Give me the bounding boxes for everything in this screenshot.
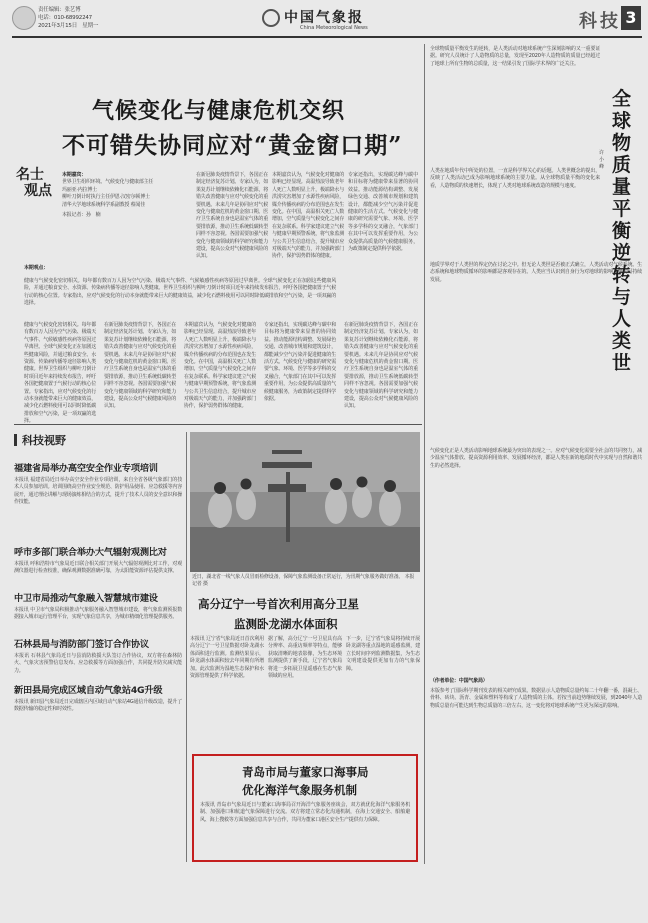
keji-header [14, 432, 184, 448]
seal-icon [12, 6, 36, 30]
keji-item-title: 福建省局举办高空安全作业专项培训 [14, 463, 158, 474]
keji-item-body: 本报讯 石林县气象局近日与县消防救援大队签订合作协议，双方将在森林防火、气象灾害预警信息发布、应急救援等方面加强合作，共同提升防灾减灾能力。 [14, 653, 182, 674]
right-column-divider [424, 44, 425, 864]
date-line: 2021年3月15日 星期一 [38, 23, 99, 29]
page-number-badge: 3 [621, 6, 641, 30]
newspaper-logo-en: China Meteorological News [300, 25, 368, 31]
section-name: 科技 [579, 11, 621, 32]
keji-item-title: 新田县局完成区域自动气象站4G升级 [14, 685, 163, 696]
lead-col-4: 专家还指出，实现碳达峰与碳中和目标将为健康带来显著的协同效益。推动能源结构调整、发展绿色交通、改善城市规划和建筑设计，都能减少空气污染并促进健康的生活方式。气候变化与健康的研究需要气象、环境、医学等多学科的交叉融合，气象部门在其中可以发挥重要作用，为公众提供高质量的气候健康服务，为政策制定提供科学依据。 [264, 322, 337, 403]
lead-bottom-rule [14, 424, 422, 425]
keji-item-title: 中卫市局推动气象融入智慧城市建设 [14, 593, 158, 604]
guest-1b: 玛丽亚·内拉博士 [62, 186, 97, 193]
lead-headline-1: 气候变化与健康危机交织 [92, 98, 346, 124]
keji-item-body: 本报讯 新田县气象局近日完成辖区内区域自动气象站4G通信升级改造，提升了数据传输的稳定性和时效性。 [14, 699, 182, 713]
lead-headline-2: 不可错失协同应对“黄金窗口期” [62, 132, 403, 159]
logo-emblem-icon [262, 9, 280, 27]
lead-col-a: 在新冠肺炎疫情背景下，各国正在制定经济复苏计划。专家认为，如果复苏计划继续依赖化石能源，将错失改善健康与应对气候变化的重要机遇。未来几年是协同应对气候变化与健康危机的黄金窗口期。医疗卫生系统自身也是温室气体的重要排放源，推动卫生系统低碳转型同样不容忽视。各国需要加强气候变化与健康领域的科学研究和能力建设，提高公众对气候健康风险的认知。 [196, 172, 269, 260]
keji-item-2 [14, 544, 182, 591]
reporter-label: 本期观点： [24, 265, 49, 271]
right-body-2: 人类在地质年代中所处的位置，一直是科学界关心的话题。人类世概念的提出，反映了人类活动已成为影响地球系统的主要力量。从全球物质量平衡的变化来看，人造物质的快速增长，体现了人类对地球系统改造的规模与速度。 [430, 168, 600, 189]
qingdao-box [192, 754, 418, 862]
liaoning-headline-2: 监测卧龙湖水体面积 [234, 617, 338, 631]
lead-col-3: 本期嘉宾认为，气候变化对健康的影响已经显现。高温热浪导致老年人死亡人数明显上升，极端降水与洪涝灾害增加了水源性疾病风险，媒介传播疾病的分布范围也在发生变化。在中国，高温相关死亡人数增加，空气质量与气候变化之间存在复杂联系。科学家建议建立气候与健康早期预警系统，将气象监测与公共卫生信息结合，提升城市应对极端天气的能力，并加强跨部门协作，保护弱势群体的健康。 [184, 322, 257, 410]
lead-col-2: 在新冠肺炎疫情背景下，各国正在制定经济复苏计划。专家认为，如果复苏计划继续依赖化石能源，将错失改善健康与应对气候变化的重要机遇。未来几年是协同应对气候变化与健康危机的黄金窗口期。医疗卫生系统自身也是温室气体的重要排放源，推动卫生系统低碳转型同样不容忽视。各国需要加强气候变化与健康领域的科学研究和能力建设，提高公众对气候健康风险的认知。 [104, 322, 177, 410]
keji-item-body: 本报讯 呼和浩特市气象局近日联合相关部门开展大气辐射观测比对工作，对观测仪器进行检查校准，确保观测数据准确可靠，为太阳能资源评估提供支撑。 [14, 561, 182, 575]
keji-item-4 [14, 636, 182, 683]
guest-3: 清华大学地球系统科学系副教授 蔡闻佳 [62, 201, 145, 208]
lead-col-5: 在新冠肺炎疫情背景下，各国正在制定经济复苏计划。专家认为，如果复苏计划继续依赖化石能源，将错失改善健康与应对气候变化的重要机遇。未来几年是协同应对气候变化与健康危机的黄金窗口期。医疗卫生系统自身也是温室气体的重要排放源，推动卫生系统低碳转型同样不容忽视。各国需要加强气候变化与健康领域的科学研究和能力建设，提高公众对气候健康风险的认知。 [344, 322, 418, 410]
right-author: 许小峰 [599, 150, 604, 170]
qingdao-headline-1: 青岛市局与董家口海事局 [242, 765, 369, 779]
column-tag-line-1: 名士 [16, 167, 44, 183]
keji-item-title: 呼市多部门联合举办大气辐射观测比对 [14, 547, 167, 558]
news-photo [190, 432, 420, 572]
liaoning-body-1: 本报讯 辽宁省气象局近日首次利用高分辽宁一号卫星数据对卧龙湖水体面积进行监测。监测结果显示，卧龙湖水体面积较去年同期有所增加。此次监测为湿地生态保护和水资源管理提供了科学依据。 [190, 636, 264, 680]
right-body-4: 气候变化正是人类活动影响地球系统最为突出的表现之一。应对气候变化需要全社会的共同努力，减少温室气体排放、提高资源利用效率、发展循环经济，都是人类在新的地质时代中实现与自然和谐共生的必然选择。 [430, 448, 642, 469]
keji-item-title: 石林县局与消防部门签订合作协议 [14, 639, 149, 650]
guest-1: 世界卫生组织环境、气候变化与健康部主任 [62, 179, 154, 186]
right-note: （作者单位：中国气象局） [430, 678, 488, 684]
masthead [0, 0, 648, 40]
liaoning-body-2: 据了解，高分辽宁一号卫星具有高分辨率、高重访频率等特点，能够获取清晰的地表影像，为生态环境监测提供了新手段。辽宁省气象局将进一步拓展卫星遥感在生态气象领域的应用。 [268, 636, 342, 680]
keji-header-title: 科技视野 [22, 434, 66, 447]
keji-item-5 [14, 682, 182, 849]
phone-line: 电话：010-68992247 [38, 15, 92, 21]
guest-2: 柳叶刀倒计时执行主任伊恩·汉密尔顿博士 [62, 194, 150, 201]
keji-header-bar-icon [14, 434, 17, 446]
keji-item-3 [14, 590, 182, 637]
column-tag [14, 164, 52, 200]
guests-label: 本期嘉宾： [62, 172, 87, 178]
newspaper-logo: 中国气象报 [284, 10, 364, 26]
right-headline: 全球物质量平衡逆转与人类世 [612, 88, 632, 374]
photo-caption: 近日，湖北省一线气象人员冒雨检修设备，保障气象监测设备正常运行，为汛期气象服务做好准备。 本报记者 摄 [192, 574, 415, 588]
lead-summary: 健康与气候变化密切相关。每年都有数百万人因为空气污染、极端天气事件、气候敏感性疾病等原因过早离世。全球气候变化正在加剧这些健康风险，并通过粮食安全、水资源、传染病传播等途径影响人类健康。世界卫生组织与柳叶刀倒计时项目近年来持续发布报告，呼吁各国把健康置于气候行动的核心位置。专家指出，应对气候变化的行动本身就能带来巨大的健康效益，减少化石燃料使用可以同时降低碳排放和空气污染，是一项双赢的选择。 [24, 278, 337, 307]
right-body-3: 地质学界对于人类世的界定仍在讨论之中。但无论人类世是否被正式确立，人类活动对气候系统、生态系统和地球物质循环的影响都是客观存在的。人类应当认识到自身行为对地球的影响，推动可持续发展。 [430, 262, 642, 283]
liaoning-body-3: 下一步，辽宁省气象局将持续开展卧龙湖等重点湿地的遥感监测，建立长时间序列监测数据集，为生态文明建设提供更加有力的气象保障。 [346, 636, 420, 672]
lead-col-c: 专家还指出，实现碳达峰与碳中和目标将为健康带来显著的协同效益。推动能源结构调整、发展绿色交通、改善城市规划和建筑设计，都能减少空气污染并促进健康的生活方式。气候变化与健康的研究需要气象、环境、医学等多学科的交叉融合，气象部门在其中可以发挥重要作用，为公众提供高质量的气候健康服务，为政策制定提供科学依据。 [348, 172, 418, 253]
photo-illustration [190, 432, 420, 572]
guests-block [62, 172, 192, 258]
interviewer: 本报记者：孙 楠 [62, 212, 101, 219]
qingdao-headline-2: 优化海洋气象服务机制 [242, 783, 357, 797]
keji-item-body: 本报讯 中卫市气象局积极推动气象服务融入智慧城市建设，将气象监测预报数据接入城市运行管理平台，实现气象信息共享，为城市精细化管理提供服务。 [14, 607, 182, 621]
lead-col-b: 本期嘉宾认为，气候变化对健康的影响已经显现。高温热浪导致老年人死亡人数明显上升，极端降水与洪涝灾害增加了水源性疾病风险，媒介传播疾病的分布范围也在发生变化。在中国，高温相关死亡人数增加，空气质量与气候变化之间存在复杂联系。科学家建议建立气候与健康早期预警系统，将气象监测与公共卫生信息结合，提升城市应对极端天气的能力，并加强跨部门协作，保护弱势群体的健康。 [272, 172, 345, 260]
keji-divider [186, 432, 187, 862]
keji-item-1 [14, 460, 182, 551]
column-tag-line-2: 观点 [24, 183, 52, 199]
keji-item-body: 本报讯 福建省局近日举办高空安全作业专项培训，来自全省各级气象部门的技术人员参加培训。培训围绕高空作业安全规范、防护用品使用、应急救援等内容展开，通过理论讲解与现场演练相结合的方式，提升了技术人员的安全意识和操作技能。 [14, 477, 183, 506]
liaoning-headline-1: 高分辽宁一号首次利用高分卫星 [198, 597, 359, 611]
qingdao-body: 本报讯 青岛市气象局近日与董家口海事局召开海洋气象服务座谈会，双方就优化海洋气象服务机制、加强港口和航道气象保障进行交流。双方将建立常态化沟通机制，在海上交通安全、船舶避风、海上搜救等方面加强信息共享与合作，共同为董家口港区安全生产提供有力保障。 [200, 802, 410, 823]
editor-line: 责任编辑：张艺博 [38, 7, 81, 13]
masthead-rule [12, 36, 642, 38]
right-body-1: 全球物质量平衡发生的逆转，是人类活动对地球系统产生深刻影响的又一重要证据。研究人员统计了人造物质的总量，发现至2020年人造物质的质量已经超过了地球上所有生物的总质量，这一结果引发了国际学术界的广泛关注。 [430, 46, 600, 67]
right-body-5: 本版参考了国际科学期刊发表的相关研究成果。数据显示人造物质总量约每二十年翻一番，混凝土、骨料、砖块、沥青、金属和塑料等构成了人造物质的主体。若按当前趋势继续发展，到2040年人造物质总量有可能达到生物总质量的三倍左右，这一变化将对地球系统产生更为深远的影响。 [430, 688, 642, 709]
lead-col-1: 健康与气候变化密切相关。每年都有数百万人因为空气污染、极端天气事件、气候敏感性疾病等原因过早离世。全球气候变化正在加剧这些健康风险，并通过粮食安全、水资源、传染病传播等途径影响人类健康。世界卫生组织与柳叶刀倒计时项目近年来持续发布报告，呼吁各国把健康置于气候行动的核心位置。专家指出，应对气候变化的行动本身就能带来巨大的健康效益，减少化石燃料使用可以同时降低碳排放和空气污染，是一项双赢的选择。 [24, 322, 97, 425]
